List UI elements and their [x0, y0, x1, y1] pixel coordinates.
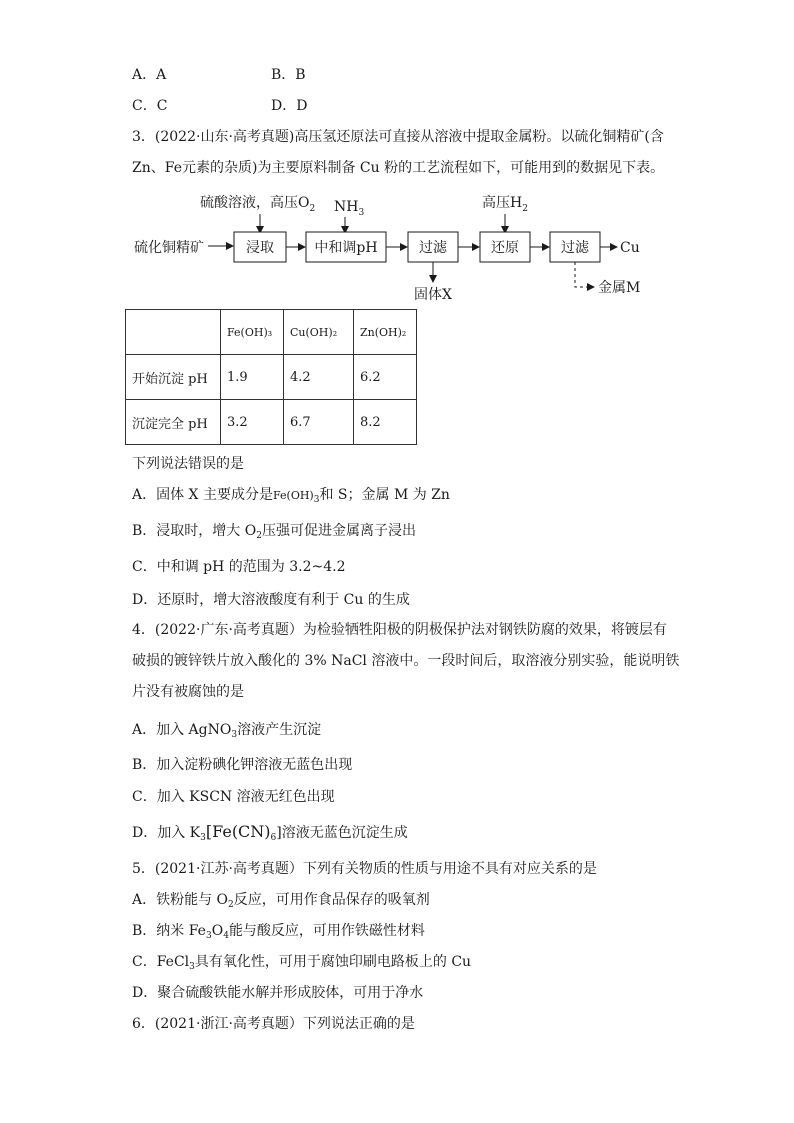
q3-option-a: A．固体 X 主要成分是$Fe(OH)_3$和 S；金属 M 为 Zn — [132, 487, 450, 505]
q3-option-b: B．浸取时，增大 $O_2$压强可促进金属离子浸出 — [132, 523, 416, 541]
table-cell — [126, 310, 221, 355]
q3-option-d: D．还原时，增大溶液酸度有利于 Cu 的生成 — [132, 592, 410, 608]
table-header: Zn(OH)₂ — [354, 310, 417, 355]
q3-stem: 下列说法错误的是 — [132, 456, 244, 472]
box-neutralize-label: 中和调pH — [314, 240, 378, 256]
reagent3-label: 高压$H_2$ — [482, 195, 528, 214]
table-cell: 8.2 — [354, 400, 417, 445]
table-row — [126, 310, 417, 355]
q4-option-b: B．加入淀粉碘化钾溶液无蓝色出现 — [132, 757, 353, 773]
q3-text-line2: Zn、Fe元素的杂质)为主要原料制备 Cu 粉的工艺流程如下，可能用到的数据见下表。 — [132, 160, 665, 176]
q5-option-a: A．铁粉能与 $O_2$反应，可用作食品保存的吸氧剂 — [132, 892, 430, 910]
table-cell: 4.2 — [284, 355, 354, 400]
data-table — [125, 309, 417, 445]
option-d: D．D — [271, 98, 308, 114]
q5-option-b: B．纳米 $Fe_3O_4$能与酸反应，可用作铁磁性材料 — [132, 923, 425, 941]
q5-option-c: C．FeCl$_3$具有氧化性，可用于腐蚀印刷电路板上的 Cu — [132, 954, 472, 972]
box-filter2-label: 过滤 — [561, 240, 589, 256]
table-cell: 6.7 — [284, 400, 354, 445]
q6-text-line1: 6．(2021·浙江·高考真题）下列说法正确的是 — [132, 1016, 415, 1032]
option-c: C．C — [132, 98, 168, 114]
reagent2-label: $NH_3$ — [334, 199, 365, 218]
q4-option-d: D．加入 $K_3[Fe(CN)_6]$溶液无蓝色沉淀生成 — [132, 822, 408, 843]
table-cell: 6.2 — [354, 355, 417, 400]
q4-text-line2: 破损的镀锌铁片放入酸化的 3% NaCl 溶液中。一段时间后，取溶液分别实验，能说明铁 — [132, 653, 680, 669]
table-cell: 1.9 — [221, 355, 284, 400]
table-cell: 沉淀完全 pH — [126, 400, 221, 445]
table-row — [126, 355, 417, 400]
q5-option-d: D．聚合硫酸铁能水解并形成胶体，可用于净水 — [132, 985, 424, 1001]
box-filter1-label: 过滤 — [419, 240, 447, 256]
option-b: B．B — [271, 67, 306, 83]
q4-text-line3: 片没有被腐蚀的是 — [132, 684, 244, 700]
process-flow-diagram — [130, 186, 660, 302]
q4-text-line1: 4．(2022·广东·高考真题）为检验牺牲阳极的阴极保护法对钢铁防腐的效果，将镀层有 — [132, 622, 667, 638]
table-cell: 3.2 — [221, 400, 284, 445]
option-a: A．A — [132, 67, 167, 83]
table-cell: 开始沉淀 pH — [126, 355, 221, 400]
q4-option-a: A．加入 AgNO$_3$溶液产生沉淀 — [132, 722, 322, 740]
q4-option-c: C．加入 KSCN 溶液无红色出现 — [132, 789, 335, 805]
q3-text-line1: 3．(2022·山东·高考真题)高压氢还原法可直接从溶液中提取金属粉。以硫化铜精矿(含 — [132, 129, 664, 145]
box-reduce-label: 还原 — [491, 240, 519, 256]
table-row — [126, 400, 417, 445]
table-header: Fe(OH)₃ — [221, 310, 284, 355]
input-label: 硫化铜精矿 — [134, 240, 204, 256]
reagent1-label: 硫酸溶液，高压$O_2$ — [200, 195, 316, 214]
metal-m-label: 金属M — [598, 280, 641, 296]
q5-text-line1: 5．(2021·江苏·高考真题）下列有关物质的性质与用途不具有对应关系的是 — [132, 861, 597, 877]
arrow-metal-m — [575, 262, 594, 287]
cu-label: Cu — [620, 240, 640, 256]
table-header: Cu(OH)₂ — [284, 310, 354, 355]
solid-x-label: 固体X — [414, 287, 452, 302]
q3-option-c: C．中和调 pH 的范围为 3.2~4.2 — [132, 559, 346, 575]
box-leach-label: 浸取 — [246, 240, 274, 256]
